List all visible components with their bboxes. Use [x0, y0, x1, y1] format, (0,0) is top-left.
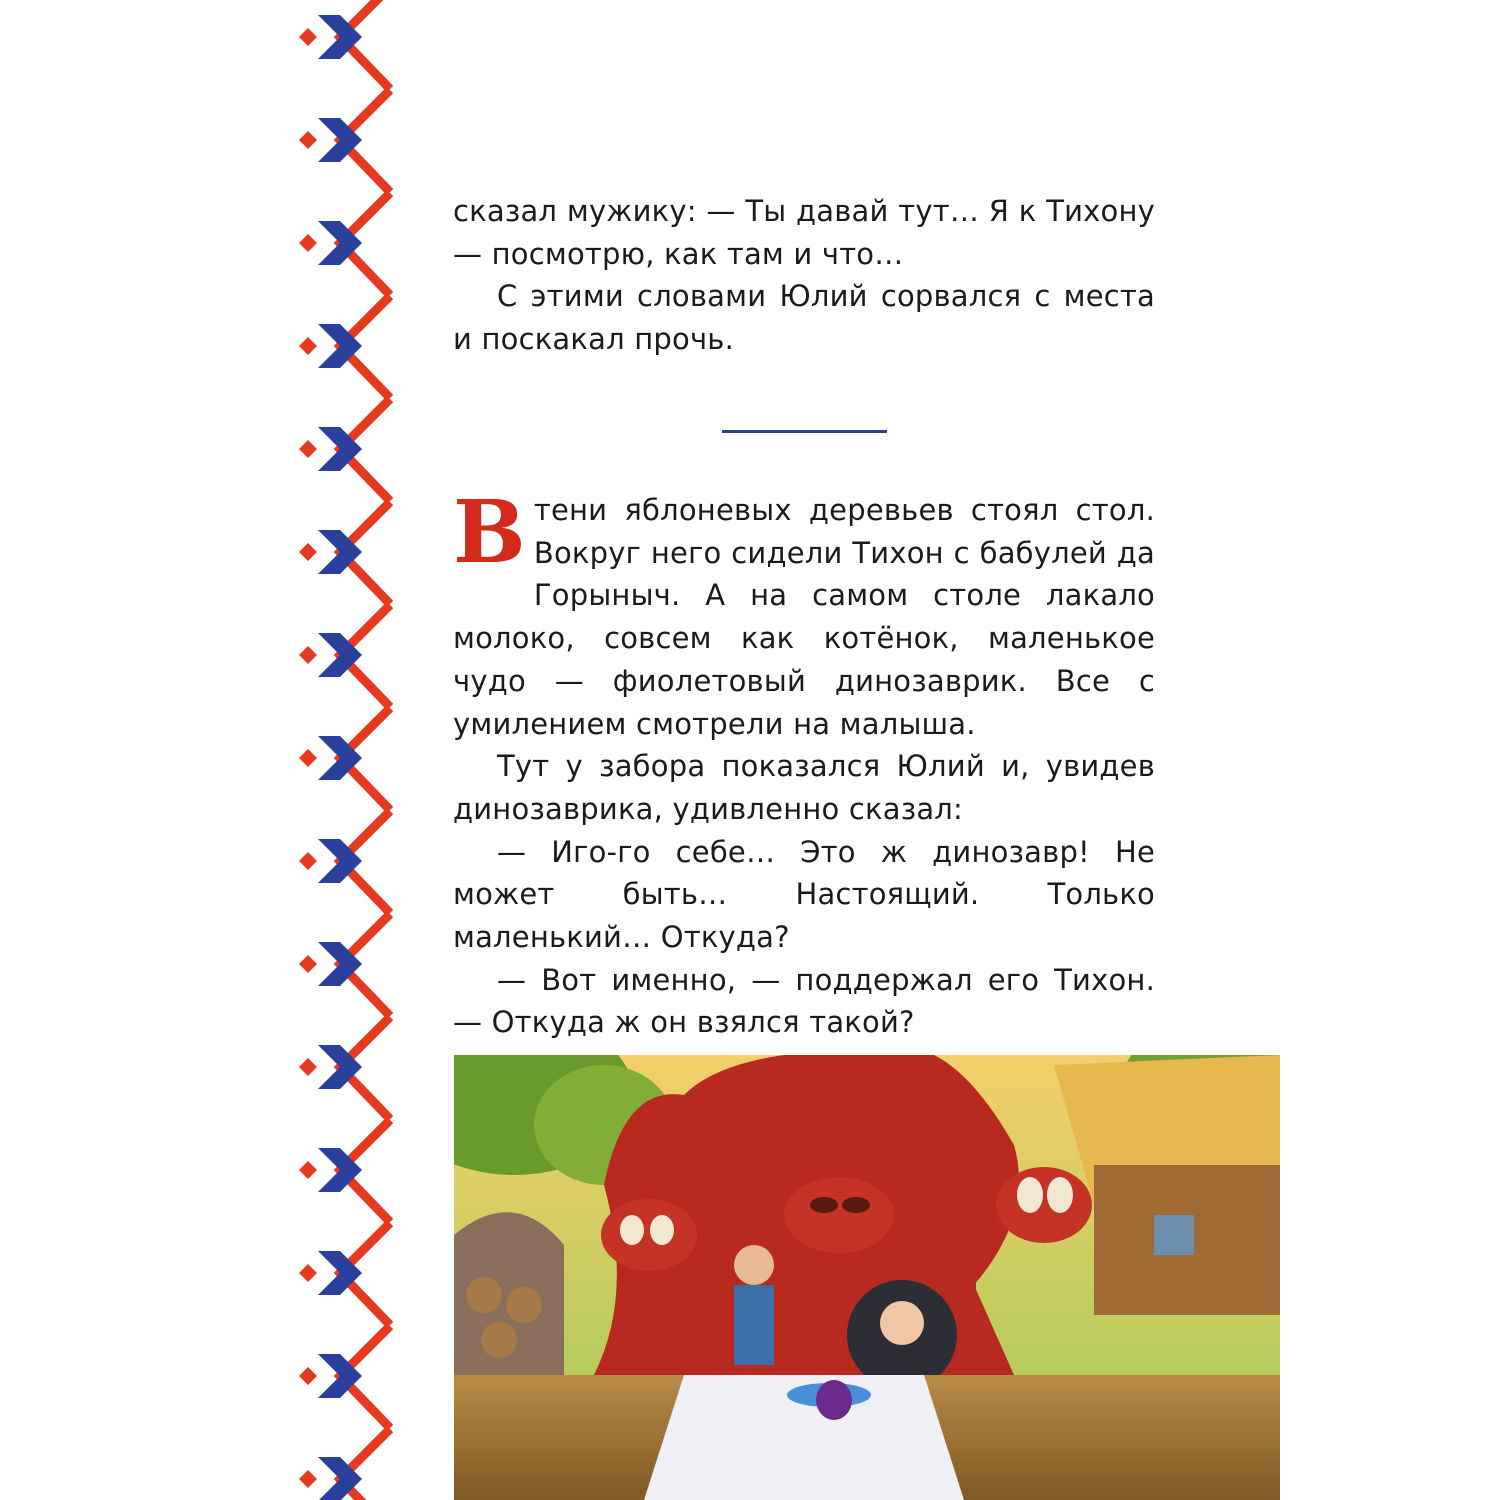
ornament-motif [299, 399, 390, 501]
text-block-top [453, 190, 1155, 361]
ornament-motif [299, 914, 390, 1016]
paragraph: Тут у забора показался Юлий и, увидев динозаврика, удивленно сказал: [453, 749, 1155, 826]
ornament-motif [299, 1326, 390, 1428]
paragraph: — Иго-го себе… Это ж динозавр! Не может быть… Настоящий. Только маленький… Откуда? [453, 834, 1155, 955]
paragraph: сказал мужику: — Ты давай тут… Я к Тихону — посмотрю, как там и что… [453, 194, 1155, 271]
ornament-motif [299, 708, 390, 810]
text-block-main [453, 482, 1155, 1044]
ornament-motif [299, 1017, 390, 1119]
ornament-motif [299, 296, 390, 398]
paragraph-text: тени яблоневых деревьев стоял стол. Вокруг него сидели Тихон с бабулей да Горыныч. А на самом столе лакало молоко, совсем как котёнок, маленькое чудо — фиолетовый динозаврик. Все с умилением смотрели на малыша. [453, 493, 1155, 741]
ornament-motif [299, 1223, 390, 1325]
ornament-motif [299, 0, 390, 89]
illustration [454, 1055, 1280, 1500]
folk-ornament-border [298, 0, 393, 1500]
paragraph [453, 482, 1155, 745]
section-divider [722, 430, 887, 433]
ornament-motif [299, 605, 390, 707]
paragraph: — Вот именно, — поддержал его Тихон. — Откуда ж он взялся такой? [453, 962, 1155, 1040]
ornament-motif [299, 193, 390, 295]
paragraph: С этими словами Юлий сорвался с места и поскакал прочь. [453, 279, 1155, 357]
ornament-motif [299, 1120, 390, 1222]
ornament-motif [299, 1429, 390, 1500]
ornament-motif [299, 811, 390, 913]
ornament-motif [299, 90, 390, 192]
ornament-motif [299, 502, 390, 604]
drop-cap: В [453, 482, 526, 583]
